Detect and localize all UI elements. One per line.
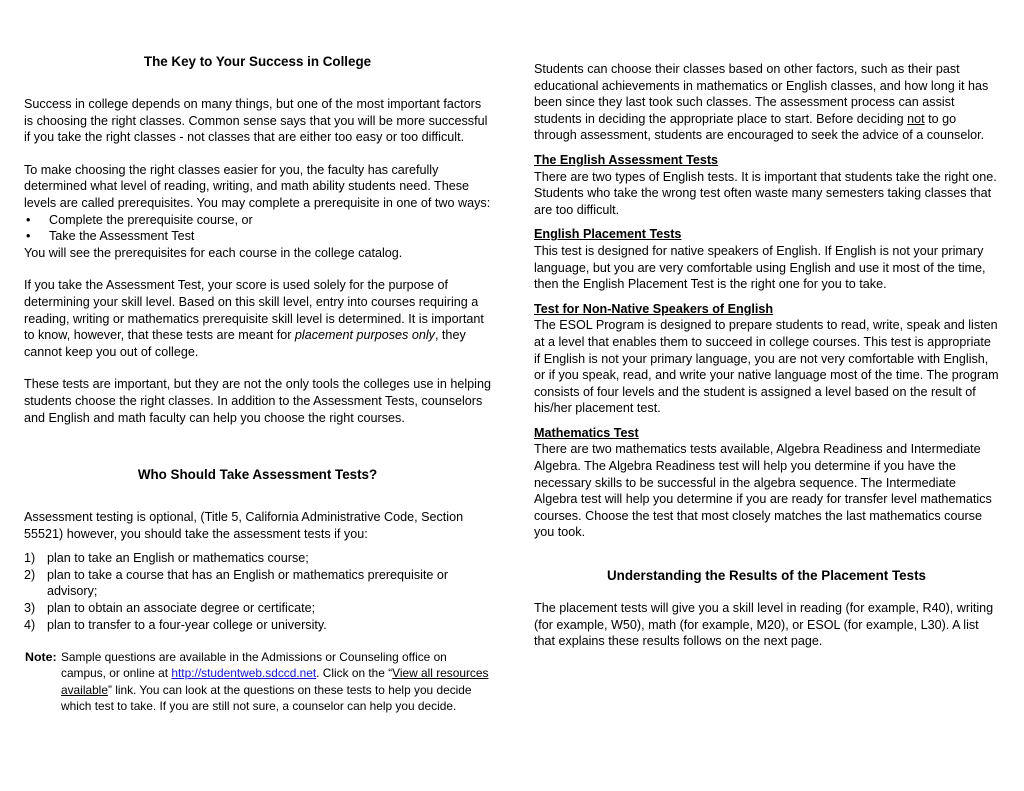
list-item bbox=[26, 228, 491, 245]
paragraph-testing-optional: Assessment testing is optional, (Title 5, California Administrative Code, Section 55521) however, you should take the assessment tests if you: bbox=[24, 510, 464, 541]
list-item-marker: 3) bbox=[24, 601, 36, 616]
note-text-part-1: Sample questions are available in the Admissions or Counseling office on campus, or online at bbox=[61, 650, 447, 681]
list-item-marker: 1) bbox=[24, 551, 36, 566]
page-title: The Key to Your Success in College bbox=[143, 54, 372, 69]
list-item-label: Take the Assessment Test bbox=[49, 229, 195, 244]
paragraph-mathematics-test: There are two mathematics tests available, Algebra Readiness and Intermediate Algebra. The Algebra Readiness test will help you determine if you have the necessary skills to be successful in the algebra sequence. The Intermediate Algebra test will help you determine if you are ready for transfer level mathematics courses. Choose the test that most closely matches the last mathematics course you took. bbox=[534, 442, 992, 540]
paragraph-english-assessment-tests: There are two types of English tests. It is important that students take the right one. Students who take the wrong test often waste many semesters taking classes that are too difficult. bbox=[534, 169, 997, 217]
paragraph-success-depends: Success in college depends on many things, but one of the most important factors is choosing the right classes. Common sense says that you will be more successful if you take the right classes - not classes that are either too easy or too difficult. bbox=[24, 97, 488, 145]
subheading-test-non-native-speakers: Test for Non-Native Speakers of English bbox=[534, 301, 774, 316]
paragraph-other-factors-part1: Students can choose their classes based on other factors, such as their past educational achievements in mathematics or English classes, and how long it has been since they last took such classes. The assessment process can assist students in deciding the appropriate place to start. Before deciding bbox=[534, 62, 989, 126]
prerequisite-ways-list bbox=[24, 212, 491, 245]
bullet-icon: • bbox=[26, 229, 31, 244]
left-column bbox=[24, 0, 491, 714]
paragraph-score-purpose-part2: , they cannot keep you out of college. bbox=[24, 328, 466, 359]
note-text-part-3: ” link. You can look at the questions on these tests to help you decide which test to take. If you are still not sure, a counselor can help you decide. bbox=[61, 682, 472, 713]
note-block bbox=[25, 649, 491, 714]
paragraph-test-non-native-speakers: The ESOL Program is designed to prepare students to read, write, speak and listen at a level that enables them to succeed in college courses. This test is appropriate if English is not your primary language, you are not very comfortable with English, or if you speak, read, and write your native language most of the time. The program consists of four levels and the student is assigned a level based on the result of his/her placement test. bbox=[534, 318, 999, 416]
paragraph-prerequisites-intro: To make choosing the right classes easier for you, the faculty has carefully determined what level of reading, writing, and math ability students need. These levels are called prerequisites. You may complete a prerequisite in one of two ways: bbox=[24, 162, 491, 210]
paragraph-other-factors bbox=[534, 61, 999, 144]
subheading-mathematics-test: Mathematics Test bbox=[534, 425, 639, 440]
list-item-marker: 2) bbox=[24, 567, 36, 582]
note-body bbox=[61, 649, 491, 714]
list-item bbox=[24, 600, 491, 617]
paragraph-score-purpose bbox=[24, 277, 491, 360]
section-heading-understanding-results: Understanding the Results of the Placement Tests bbox=[607, 568, 926, 584]
list-item-label: plan to take a course that has an English or mathematics prerequisite or advisory; bbox=[47, 567, 449, 599]
paragraph-placement-results: The placement tests will give you a skill level in reading (for example, R40), writing (for example, W50), math (for example, M20), or ESOL (for example, L30). A list that explains these results follows on the next page. bbox=[534, 601, 994, 649]
paragraph-score-purpose-part1: If you take the Assessment Test, your score is used solely for the purpose of determining your skill level. Based on this skill level, entry into courses requiring a reading, writing or mathematics prerequisite skill level is determined. It is important to know, however, that these tests are meant for bbox=[24, 278, 484, 343]
section-heading-who-should-take: Who Should Take Assessment Tests? bbox=[137, 467, 378, 483]
list-item-label: plan to obtain an associate degree or certificate; bbox=[47, 601, 316, 616]
list-item bbox=[24, 567, 491, 600]
view-all-resources-link-text[interactable]: View all resources available bbox=[61, 666, 489, 697]
subheading-english-placement-tests: English Placement Tests bbox=[534, 227, 682, 242]
studentweb-link[interactable]: http://studentweb.sdccd.net bbox=[171, 666, 317, 681]
list-item-label: plan to transfer to a four-year college or university. bbox=[47, 617, 327, 632]
emphasis-placement-purposes-only: placement purposes only bbox=[294, 328, 435, 343]
bullet-icon: • bbox=[26, 212, 31, 227]
list-item bbox=[24, 550, 491, 567]
note-text-part-2: . Click on the “ bbox=[316, 666, 393, 681]
emphasis-not: not bbox=[907, 111, 925, 126]
subheading-english-assessment-tests: The English Assessment Tests bbox=[534, 152, 719, 167]
who-should-take-list bbox=[24, 550, 491, 633]
paragraph-other-tools: These tests are important, but they are not the only tools the colleges use in helping students choose the right classes. In addition to the Assessment Tests, counselors and English and math faculty can help you choose the right courses. bbox=[24, 377, 491, 425]
paragraph-other-factors-part2: to go through assessment, students are encouraged to seek the advice of a counselor. bbox=[534, 111, 985, 143]
list-item-marker: 4) bbox=[24, 617, 36, 632]
paragraph-english-placement-tests: This test is designed for native speakers of English. If English is not your primary language, but you are very comfortable using English and use it most of the time, then the English Placement Test is the right one for you to take. bbox=[534, 243, 986, 292]
paragraph-catalog-prerequisites: You will see the prerequisites for each course in the college catalog. bbox=[24, 245, 403, 260]
list-item bbox=[24, 617, 491, 634]
right-column bbox=[534, 0, 999, 650]
list-item-label: Complete the prerequisite course, or bbox=[49, 212, 253, 227]
note-label: Note: bbox=[25, 650, 57, 665]
list-item-label: plan to take an English or mathematics course; bbox=[47, 551, 309, 566]
list-item bbox=[26, 212, 491, 229]
